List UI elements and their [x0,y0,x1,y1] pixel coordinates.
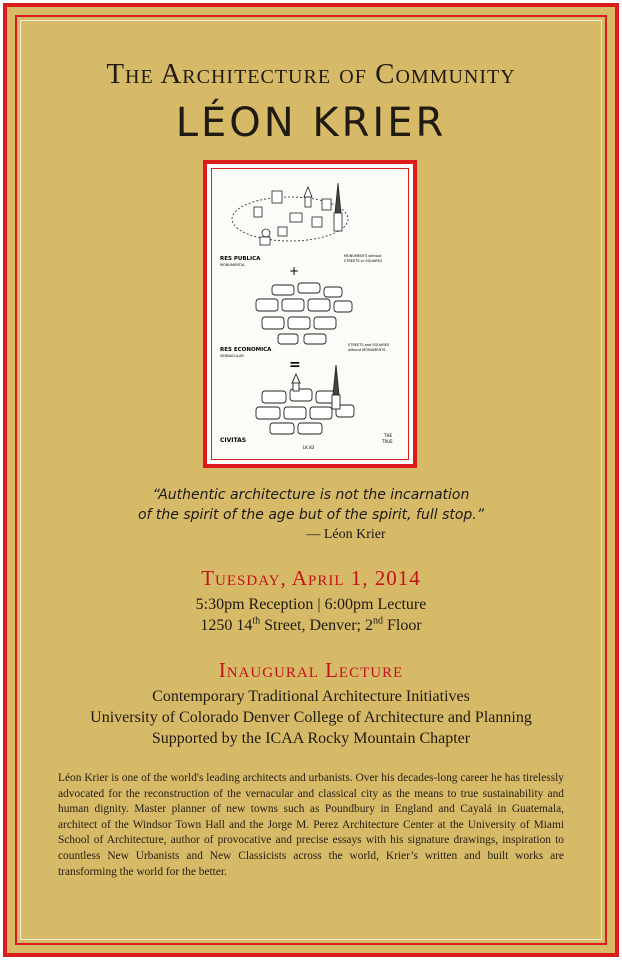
lecture-line-1: Contemporary Traditional Architecture Initiatives [152,688,470,705]
true-city-label: THE [384,433,392,438]
event-address [0,615,622,636]
lecture-details [0,686,622,749]
speaker-name: LÉON KRIER [175,100,447,146]
address-part-2: Street, Denver; 2 [260,617,373,634]
plus-sign: + [289,264,300,278]
lecture-line-3: Supported by the ICAA Rocky Mountain Chapter [151,730,471,747]
res-publica-label: RES PUBLICA [220,256,261,262]
res-economica-sketch [256,283,352,344]
address-sup-2: nd [372,615,383,627]
signature-mark: LK 83 [303,445,315,450]
quote [0,485,622,525]
res-economica-caption: STREETS and SQUARES [348,343,390,347]
city-diagram-drawing [212,169,408,459]
res-publica-sketch [232,183,348,245]
address-part-3: Floor [382,617,422,634]
quote-line-2: of the spirit of the age but of the spirit, full stop.” [137,507,485,523]
speaker-bio: Léon Krier is one of the world's leading architects and urbanists. Over his decades-long career he has tirelessly advocated for the reconstruction of the vernacular and classical city as the means to true sustainability and human dignity. Master planner of new towns such as Poundbury in England and Cayalá in Guatemala, architect of the Windsor Town Hall and the Jorge M. Perez Architecture Center at the University of Miami School of Architecture, author of provocative and precise essays with his signature drawings, inspiration to countless New Urbanists and New Classicists across the world, Krier’s written and built works are transforming the world for the better. [58,772,564,878]
equals-sign: = [289,357,301,373]
res-economica-caption-2: without MONUMENTS [348,348,386,352]
res-publica-caption-2: STREETS or SQUARES [344,259,383,263]
quote-line-1: “Authentic architecture is not the incarnation [152,487,470,503]
res-economica-sublabel: VERNACULAR [220,354,244,358]
res-publica-sublabel: MONUMENTAL [220,263,246,267]
quote-author: — Léon Krier [306,527,386,542]
address-part-1: 1250 14 [200,617,253,634]
civitas-sketch [256,365,354,434]
poster-title: The Architecture of Community [106,58,516,90]
illustration [211,168,409,460]
address-sup-1: th [252,615,261,627]
event-times: 5:30pm Reception | 6:00pm Lecture [195,596,427,613]
lecture-line-2: University of Colorado Denver College of Architecture and Planning [90,709,532,726]
lecture-heading: Inaugural Lecture [218,658,404,682]
event-info [0,594,622,636]
event-date: Tuesday, April 1, 2014 [201,566,421,590]
civitas-label: CIVITAS [220,437,247,444]
true-city-label-2: TRUE [382,439,393,444]
res-publica-caption: MONUMENTS without [344,254,382,258]
illustration-frame [203,160,417,468]
res-economica-label: RES ECONOMICA [220,347,272,353]
